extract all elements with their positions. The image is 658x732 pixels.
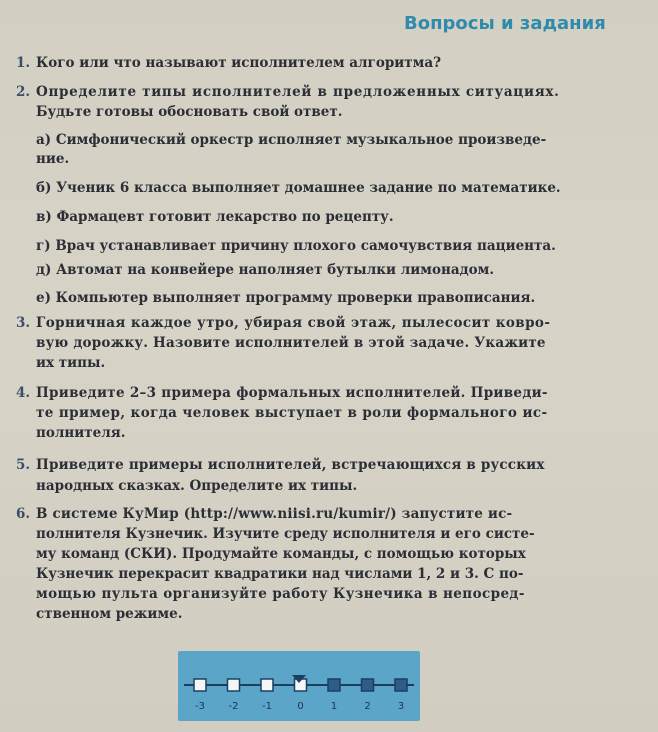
section-heading: Вопросы и задания — [404, 13, 606, 34]
question-text-line: Будьте готовы обосновать свой ответ. — [36, 104, 343, 120]
question-text-line: му команд (СКИ). Продумайте команды, с помощью которых — [36, 546, 526, 562]
question-text-line: Приведите 2–3 примера формальных исполнителей. Приведи- — [36, 385, 548, 401]
question-text-line: ственном режиме. — [36, 606, 183, 622]
question-text-line: вую дорожку. Назовите исполнителей в этой задаче. Укажите — [36, 335, 546, 351]
number-line-svg — [178, 651, 420, 721]
question-number: 6. — [16, 506, 31, 522]
number-line-square — [194, 679, 206, 691]
number-line-label: -2 — [228, 701, 239, 712]
subitem-a-cont: ние. — [36, 151, 70, 167]
question-text-line: Приведите примеры исполнителей, встречающихся в русских — [36, 457, 545, 473]
number-line-label: 1 — [330, 701, 338, 712]
number-line-label: -1 — [262, 701, 272, 712]
number-line-square — [228, 679, 240, 691]
number-line-label: 3 — [397, 701, 405, 712]
subitem-e: д) Автомат на конвейере наполняет бутылки лимонадом. — [36, 262, 495, 278]
question-text-line: В системе КуМир (http://www.niisi.ru/kumir/) запустите ис- — [36, 506, 513, 522]
question-text-line: Определите типы исполнителей в предложенных ситуациях. — [36, 84, 560, 100]
question-text-line: Кого или что называют исполнителем алгоритма? — [36, 55, 442, 71]
grasshopper-number-line-figure — [178, 651, 420, 721]
question-text-line: Горничная каждое утро, убирая свой этаж, пылесосит ковро- — [36, 315, 551, 331]
question-text-line: Кузнечик перекрасит квадратики над числами 1, 2 и 3. С по- — [36, 566, 524, 582]
question-number: 5. — [16, 457, 31, 473]
number-line-square — [395, 679, 407, 691]
number-line-label: 2 — [364, 701, 371, 712]
question-text-line: мощью пульта организуйте работу Кузнечика в непосред- — [36, 586, 525, 602]
question-number: 4. — [16, 385, 31, 401]
subitem-f: е) Компьютер выполняет программу проверки правописания. — [36, 290, 536, 306]
question-text-line: те пример, когда человек выступает в роли формального ис- — [36, 405, 548, 421]
subitem-c: в) Фармацевт готовит лекарство по рецепту. — [36, 209, 394, 225]
subitem-a: а) Симфонический оркестр исполняет музыкальное произведе- — [36, 132, 547, 148]
question-number: 2. — [16, 84, 31, 100]
question-number: 3. — [16, 315, 31, 331]
subitem-b: б) Ученик 6 класса выполняет домашнее задание по математике. — [36, 180, 561, 196]
question-text-line: народных сказках. Определите их типы. — [36, 478, 358, 494]
question-text-line: их типы. — [36, 355, 106, 371]
number-line-label: -3 — [195, 701, 205, 712]
question-text-line: полнителя Кузнечик. Изучите среду исполнителя и его систе- — [36, 526, 535, 542]
question-number: 1. — [16, 55, 31, 71]
number-line-label: 0 — [297, 701, 304, 712]
subitem-d: г) Врач устанавливает причину плохого самочувствия пациента. — [36, 238, 556, 254]
number-line-square — [362, 679, 374, 691]
question-text-line: полнителя. — [36, 425, 126, 441]
number-line-square — [328, 679, 340, 691]
number-line-square — [261, 679, 273, 691]
